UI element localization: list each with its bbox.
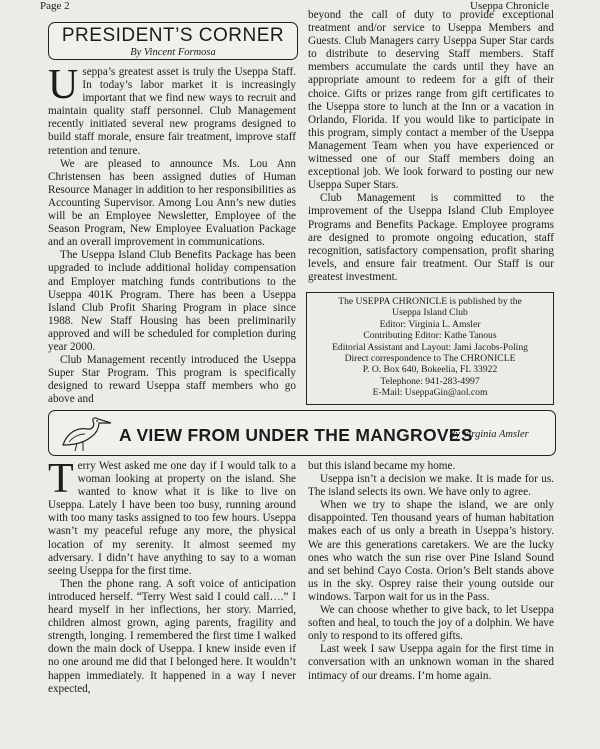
presidents-corner-title: PRESIDENT’S CORNER	[61, 25, 285, 46]
masthead-line: Useppa Island Club	[392, 307, 468, 319]
masthead-box	[306, 292, 554, 405]
article-paragraph: beyond the call of duty to provide exceptional treatment and/or service to Useppa Members and Guests. Club Managers carry Useppa Super Star cards to distribute to deserving Staff members. Staff members accumulate the cards until they have an appropriate amount to redeem for a gift of their choice. Gifts or prizes range from gift certificates to the Useppa store to lunch at the Inn or a vacation in Orlando, Florida. If you would like to participate in this program, simply contact a member of the Useppa Management Team when you have experienced or witnessed one of our Staff members doing an exceptional job. We look forward to posting our new Useppa Super Stars.	[308, 9, 554, 192]
mangroves-title: A VIEW FROM UNDER THE MANGROVES	[119, 425, 473, 445]
article-paragraph: When we try to shape the island, we are only disappointed. Ten thousand years of human habitation makes each of us only a breath in Useppa’s history. We are this generations caretakers. We are the lucky ones who watch the sun rise over Pine Island Sound and set behind Cayo Costa. Orion’s Belt stands above us in the sky. Osprey raise their young outside our windows. Tarpon wait for us in the Pass.	[308, 499, 554, 603]
masthead-line: Editor: Virginia L. Amsler	[379, 318, 481, 330]
article-paragraph: Then the phone rang. A soft voice of anticipation introduced herself. “Terry West said I could call….” I heard myself in her inflections, her story. Married, children almost grown, aging parents, fragility and strength, longing. I remembered the first time I walked down the main dock of Useppa. I knew inside even if no one around me did that I belonged here. It wouldn’t happen immediately. It happened in a way I never expected,	[48, 577, 296, 695]
mangroves-column-right	[308, 460, 554, 683]
presidents-corner-byline: By Vincent Formosa	[130, 47, 216, 58]
presidents-corner-heading	[48, 22, 298, 60]
mangroves-heading	[48, 410, 556, 456]
masthead-line: Telephone: 941-283-4997	[380, 375, 480, 387]
drop-cap: U	[48, 62, 79, 108]
page-number: Page 2	[40, 0, 70, 12]
masthead-line: Contributing Editor: Kathe Tanous	[363, 330, 497, 342]
article-paragraph: Last week I saw Useppa again for the first time in conversation with an unknown woman in the shared intimacy of our dreams. I’m home again.	[308, 643, 554, 682]
masthead-line: Direct correspondence to The CHRONICLE	[344, 353, 516, 365]
article-paragraph: Club Management recently introduced the Useppa Super Star Program. This program is specifically designed to reward Useppa staff members who go above and	[48, 354, 296, 406]
masthead-line: E-Mail: UseppaGin@aol.com	[372, 387, 488, 399]
mangroves-column-left	[48, 456, 296, 696]
publication-name: Useppa Chronicle	[470, 0, 550, 12]
article-paragraph: We are pleased to announce Ms. Lou Ann Christensen has been assigned duties of Human Resource Manager in addition to her responsibilities as Accounting Supervisor. Among Lou Ann’s new duties will be an Employee Newsletter, Employee of the Season Program, New Employee Evaluation Package and an overall improvement in communications.	[48, 157, 296, 249]
masthead-line: Editorial Assistant and Layout: Jami Jacobs-Poling	[332, 341, 528, 353]
drop-cap: T	[48, 456, 74, 502]
article-paragraph: Useppa isn’t a decision we make. It is made for us. The island selects its own. We have only to agree.	[308, 473, 554, 499]
article-paragraph: Club Management is committed to the improvement of the Useppa Island Club Employee Programs and Benefits Package. Employee programs are designed to promote ongoing education, staff recognition, satisfactory compensation, profit sharing levels, and ensure fair treatment. Our Staff is our greatest investment.	[308, 192, 554, 283]
heron-icon	[57, 415, 115, 453]
article-paragraph: The Useppa Island Club Benefits Package has been upgraded to include additional holiday compensation and Employer matching funds contributions to the Useppa 401K Program. There has been a Useppa Island Club Profit Sharing Program in place since 1988. New Staff Housing has been preliminarily approved and will be scheduled for completion during year 2000.	[48, 249, 296, 353]
article-paragraph: but this island became my home.	[308, 460, 456, 472]
masthead-line: The USEPPA CHRONICLE is published by the	[338, 296, 522, 307]
article-paragraph: Terry West asked me one day if I would talk to a woman looking at property on the island. She wanted to know what it is like to live on Useppa. Lately I have been too busy, running around with too many tasks assigned to too few hours. Useppa wasn’t my peaceful refuge any more, the physical location of my serenity. It almost seemed my adversary. I didn’t have anything to say to a woman seeing Useppa for the first time.	[48, 456, 296, 577]
mangroves-byline: By Virginia Amsler	[449, 429, 529, 440]
presidents-corner-column-right	[308, 9, 554, 284]
article-paragraph: We can choose whether to give back, to let Useppa soften and heal, to touch the joy of a dolphin. We have only to respond to its offered gifts.	[308, 604, 554, 643]
article-paragraph: Useppa’s greatest asset is truly the Useppa Staff. In today’s labor market it is increasingly important that we find new ways to recruit and maintain quality staff personnel. Club Management recently initiated several new programs designed to build staff morale, ensure fair treatment, improve staff retention and tenure.	[48, 62, 296, 157]
presidents-corner-column-left	[48, 62, 296, 406]
masthead-line: P. O. Box 640, Bokeelia, FL 33922	[362, 364, 498, 376]
